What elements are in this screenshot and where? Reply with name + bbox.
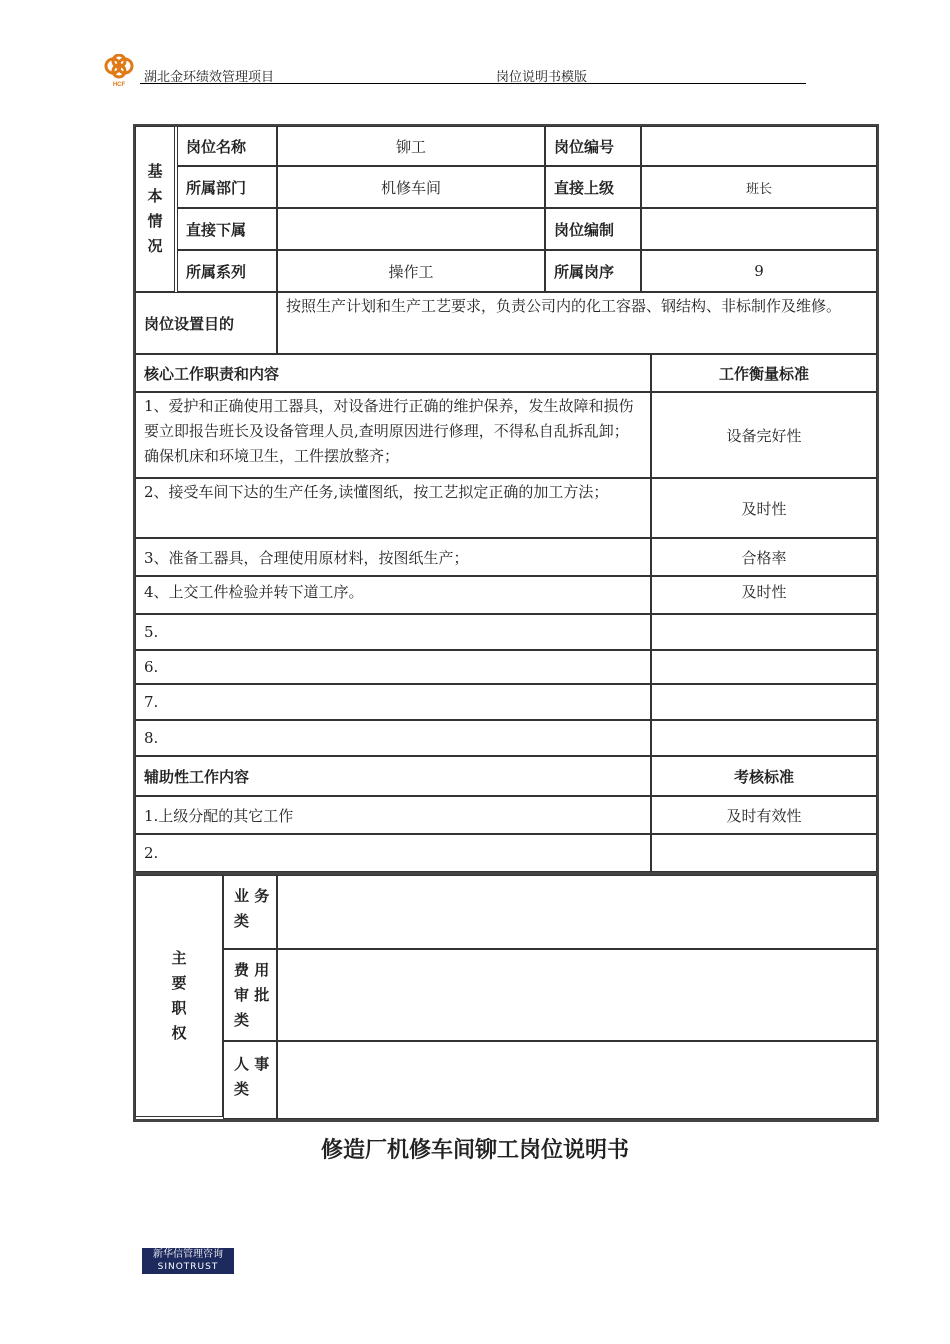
aux-standard-header: 考核标准 bbox=[651, 756, 877, 796]
aux-duties-header: 辅助性工作内容 bbox=[135, 756, 651, 796]
stamp-brand: SINOTRUST bbox=[157, 1262, 219, 1272]
logo-text: HCF bbox=[112, 82, 126, 88]
core-duty-standard: 及时性 bbox=[651, 576, 877, 614]
core-duty-item: 3、准备工器具，合理使用原材料，按图纸生产； bbox=[135, 538, 651, 576]
core-duty-standard: 设备完好性 bbox=[651, 392, 877, 478]
page-header bbox=[100, 54, 806, 86]
core-standard-header: 工作衡量标准 bbox=[651, 354, 877, 392]
core-duty-item: 4、上交工件检验并转下道工序。 bbox=[135, 576, 651, 614]
value-job-title: 铆工 bbox=[277, 126, 545, 166]
core-duty-standard bbox=[651, 614, 877, 650]
core-duty-item: 2、接受车间下达的生产任务,读懂图纸，按工艺拟定正确的加工方法； bbox=[135, 478, 651, 538]
value-job-series: 操作工 bbox=[277, 250, 545, 292]
authority-personnel-content bbox=[277, 1041, 877, 1119]
header-rule bbox=[140, 83, 806, 84]
document-title: 修造厂机修车间铆工岗位说明书 bbox=[320, 1138, 629, 1163]
label-department: 所属部门 bbox=[177, 166, 277, 208]
core-duty-standard bbox=[651, 720, 877, 756]
aux-duty-item: 2. bbox=[135, 834, 651, 872]
company-logo bbox=[100, 54, 138, 88]
value-job-rank: 9 bbox=[641, 250, 877, 292]
header-project-name: 湖北金环绩效管理项目 bbox=[144, 70, 275, 85]
core-duty-standard: 合格率 bbox=[651, 538, 877, 576]
aux-duty-item: 1.上级分配的其它工作 bbox=[135, 796, 651, 834]
value-headcount bbox=[641, 208, 877, 250]
stamp-name: 新华信管理咨询 bbox=[153, 1249, 223, 1260]
label-job-series: 所属系列 bbox=[177, 250, 277, 292]
label-supervisor: 直接上级 bbox=[545, 166, 641, 208]
label-job-title: 岗位名称 bbox=[177, 126, 277, 166]
consultancy-logo bbox=[142, 1248, 234, 1274]
core-duties-header: 核心工作职责和内容 bbox=[135, 354, 651, 392]
authority-business-label: 业 务 类 bbox=[223, 875, 277, 949]
core-duty-item: 1、爱护和正确使用工器具，对设备进行正确的维护保养，发生故障和损伤要立即报告班长及设备管理人员,查明原因进行修理，不得私自乱拆乱卸；确保机床和环境卫生，工件摆放整齐； bbox=[135, 392, 651, 478]
label-subordinates: 直接下属 bbox=[177, 208, 277, 250]
authority-expense-label: 费 用 审 批 类 bbox=[223, 949, 277, 1041]
core-duty-item: 6. bbox=[135, 650, 651, 684]
basic-section-label: 基 本 情 况 bbox=[135, 126, 175, 292]
authority-expense-content bbox=[277, 949, 877, 1041]
core-duty-standard bbox=[651, 684, 877, 720]
authority-section-label: 主 要 职 权 bbox=[135, 875, 223, 1117]
core-duty-standard: 及时性 bbox=[651, 478, 877, 538]
value-purpose: 按照生产计划和生产工艺要求，负责公司内的化工容器、钢结构、非标制作及维修。 bbox=[277, 292, 877, 354]
label-headcount: 岗位编制 bbox=[545, 208, 641, 250]
value-department: 机修车间 bbox=[277, 166, 545, 208]
authority-personnel-label: 人 事 类 bbox=[223, 1041, 277, 1119]
core-duty-item: 7. bbox=[135, 684, 651, 720]
label-job-rank: 所属岗序 bbox=[545, 250, 641, 292]
value-job-code bbox=[641, 126, 877, 166]
value-subordinates bbox=[277, 208, 545, 250]
header-template-name: 岗位说明书模版 bbox=[496, 70, 588, 85]
value-supervisor: 班长 bbox=[641, 166, 877, 208]
aux-duty-standard bbox=[651, 834, 877, 872]
core-duty-item: 8. bbox=[135, 720, 651, 756]
aux-duty-standard: 及时有效性 bbox=[651, 796, 877, 834]
core-duty-standard bbox=[651, 650, 877, 684]
core-duty-item: 5. bbox=[135, 614, 651, 650]
label-job-code: 岗位编号 bbox=[545, 126, 641, 166]
authority-business-content bbox=[277, 875, 877, 949]
job-description-form bbox=[133, 124, 879, 1122]
label-purpose: 岗位设置目的 bbox=[135, 292, 277, 354]
